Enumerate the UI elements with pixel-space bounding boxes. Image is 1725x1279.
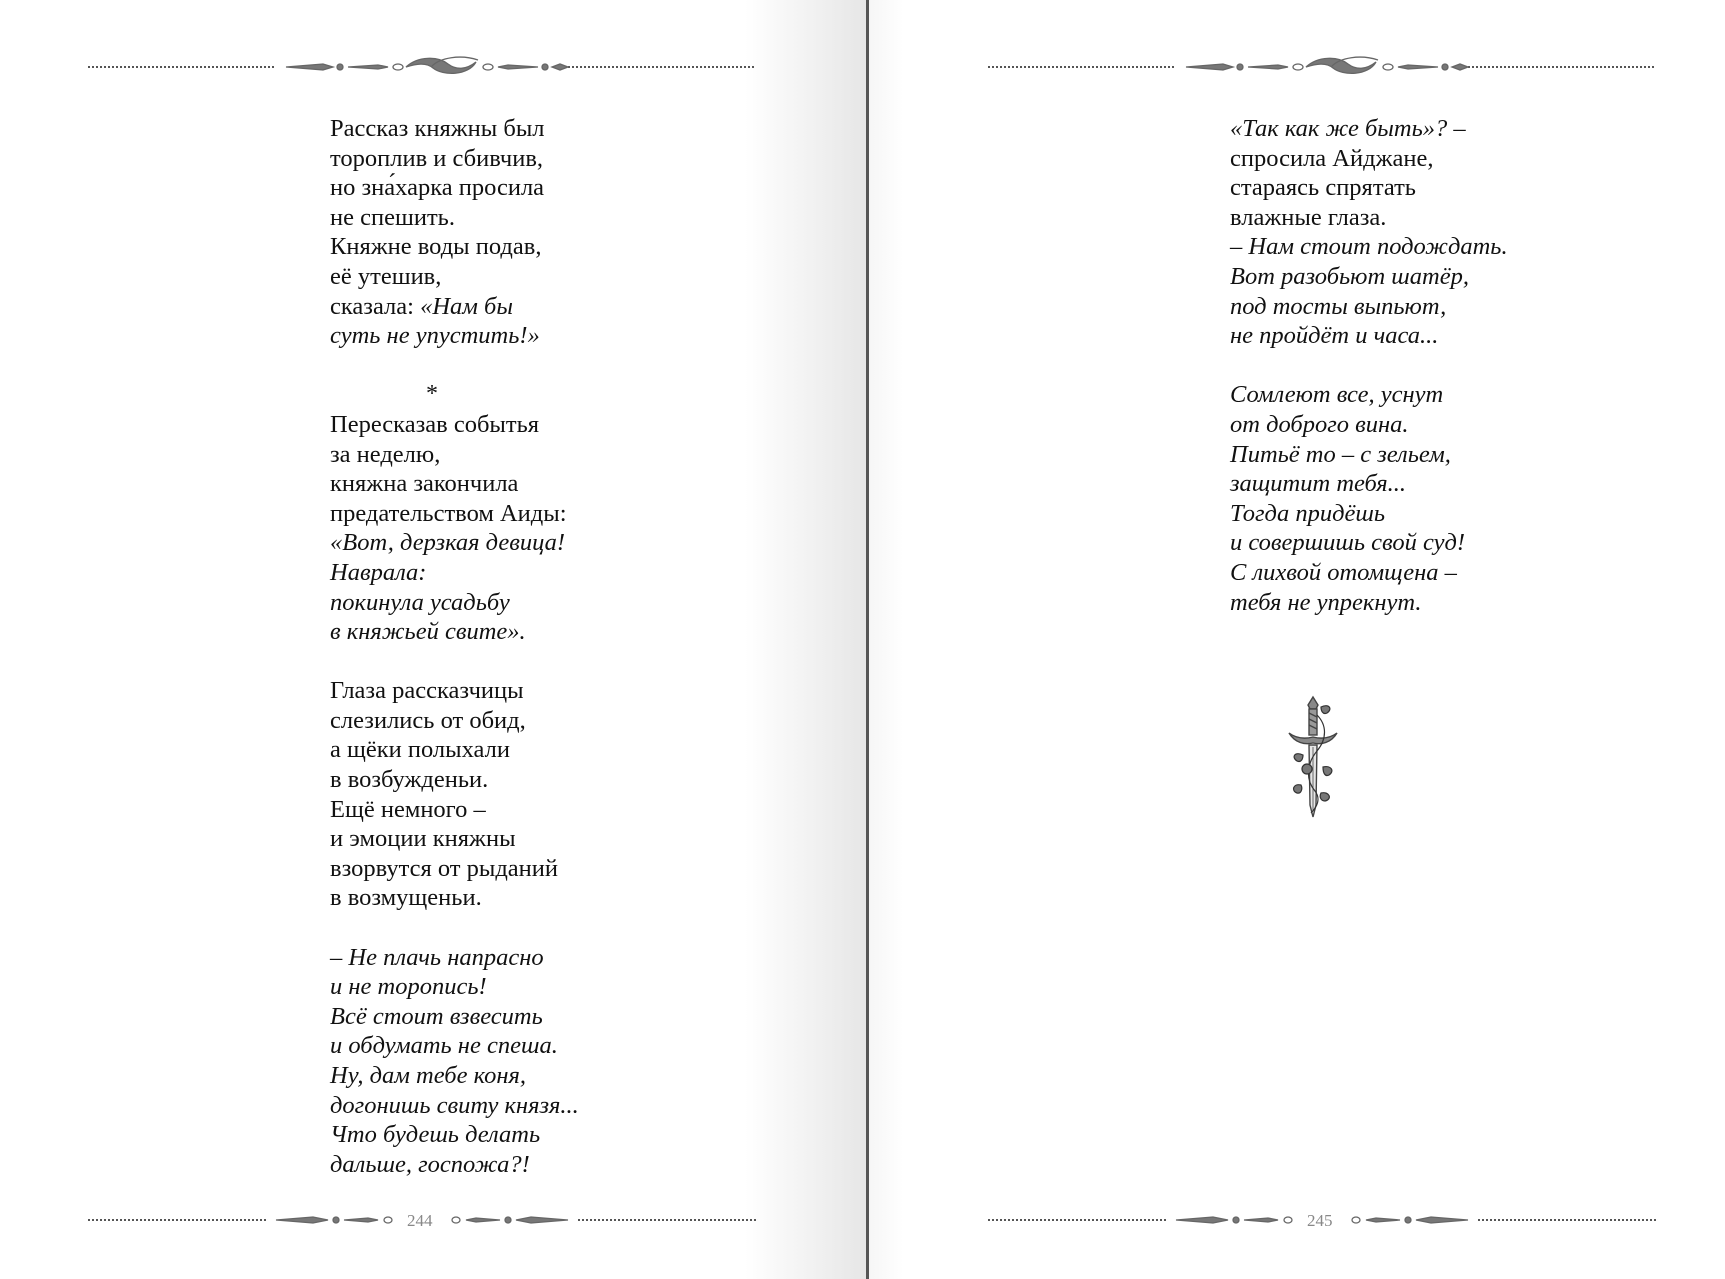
- poem-line: [330, 440, 579, 470]
- poem-line: [1230, 232, 1508, 262]
- poem-line-text: под тосты выпьют,: [1230, 292, 1447, 320]
- poem-line-text: в возбужденьи.: [330, 766, 489, 794]
- poem-line: [330, 528, 579, 558]
- poem-line-text: Глаза рассказчицы: [330, 677, 524, 705]
- poem-line-text: – Нам стоит подождать.: [1230, 233, 1508, 261]
- scroll-flourish-icon: [88, 52, 756, 82]
- poem-line: [330, 1031, 579, 1061]
- poem-line: [330, 617, 579, 647]
- poem-line-text: но зна́харка просила: [330, 174, 545, 202]
- poem-line: [330, 676, 579, 706]
- poem-line-text: тороплив и сбивчив,: [330, 144, 544, 172]
- stanza-gap: [330, 913, 579, 943]
- poem-line-text: не спешить.: [330, 203, 455, 231]
- scroll-flourish-icon: [988, 52, 1656, 82]
- poem-line: [330, 1091, 579, 1121]
- left-header-ornament: [88, 52, 756, 82]
- page-number-245: 245: [1307, 1211, 1333, 1230]
- poem-line: [330, 1002, 579, 1032]
- poem-line: [1230, 558, 1508, 588]
- poem-line-text: догонишь свиту князя...: [330, 1091, 579, 1119]
- poem-line-text: взорвутся от рыданий: [330, 854, 559, 882]
- poem-line: [330, 588, 579, 618]
- poem-line: [1230, 173, 1508, 203]
- poem-line-text: за неделю,: [330, 440, 441, 468]
- poem-line: [330, 173, 579, 203]
- poem-line-text: Пересказав событья: [330, 410, 540, 438]
- poem-line-text: Рассказ княжны был: [330, 115, 545, 142]
- poem-line: [330, 203, 579, 233]
- poem-line-text: и совершишь свой суд!: [1230, 529, 1466, 557]
- poem-line: [330, 469, 579, 499]
- poem-line: [330, 262, 579, 292]
- poem-line-text: не пройдёт и часа...: [1230, 322, 1439, 350]
- poem-line: [330, 883, 579, 913]
- poem-line-text: Княжне воды подав,: [330, 233, 542, 261]
- poem-line-text: стараясь спрятать: [1230, 174, 1416, 202]
- poem-line-text: покинула усадьбу: [330, 588, 510, 616]
- poem-line: [330, 558, 579, 588]
- poem-line-text: слезились от обид,: [330, 706, 526, 734]
- poem-line: [330, 795, 579, 825]
- dagger-vignette: [1283, 695, 1343, 820]
- poem-line-text: влажные глаза.: [1230, 203, 1387, 231]
- poem-line-text: Тогда придёшь: [1230, 499, 1385, 527]
- poem-line-text: Всё стоит взвесить: [330, 1002, 543, 1030]
- poem-line: [1230, 410, 1508, 440]
- poem-line: [330, 292, 579, 322]
- poem-line: [1230, 380, 1508, 410]
- poem-line-text: а щёки полыхали: [330, 736, 510, 764]
- poem-line: [1230, 262, 1508, 292]
- poem-line-text: «Вот, дерзкая девица!: [330, 529, 566, 557]
- poem-line-text: – Не плачь напрасно: [330, 943, 544, 971]
- poem-line: [1230, 440, 1508, 470]
- poem-line: [330, 943, 579, 973]
- poem-line-text: в княжьей свите».: [330, 618, 526, 646]
- poem-line: [1230, 144, 1508, 174]
- poem-line-text: и эмоции княжны: [330, 825, 516, 853]
- poem-line-text: С лихвой отомщена –: [1230, 558, 1457, 586]
- poem-line: [330, 1061, 579, 1091]
- stanza-gap: [330, 647, 579, 677]
- poem-line-text: предательством Аиды:: [330, 499, 567, 527]
- poem-line: [1230, 292, 1508, 322]
- poem-line-text: Питьё то – с зельем,: [1230, 440, 1451, 468]
- poem-line-text: суть не упустить!»: [330, 322, 540, 350]
- poem-line: [330, 499, 579, 529]
- poem-line-text: Наврала:: [330, 558, 427, 586]
- poem-line: [1230, 321, 1508, 351]
- dagger-with-rose-icon: [1283, 695, 1343, 820]
- poem-line-text: и обдумать не спеша.: [330, 1032, 558, 1060]
- poem-line: [1230, 469, 1508, 499]
- poem-line-text: Что будешь делать: [330, 1121, 541, 1149]
- poem-line-text: Вот разобьют шатёр,: [1230, 262, 1469, 290]
- poem-line-text: спросила Айджане,: [1230, 144, 1434, 172]
- poem-line: [330, 854, 579, 884]
- poem-line-text: её утешив,: [330, 262, 442, 290]
- poem-line: [330, 114, 579, 144]
- poem-line-text: «Так как же быть»?: [1230, 115, 1448, 142]
- stanza-gap: [330, 351, 579, 381]
- section-separator: *: [426, 381, 438, 408]
- poem-line-text: Ещё немного –: [330, 795, 486, 823]
- poem-line: [330, 972, 579, 1002]
- poem-line: [330, 824, 579, 854]
- poem-line-text: Ну, дам тебе коня,: [330, 1062, 527, 1089]
- poem-line: [330, 410, 579, 440]
- poem-line: [330, 144, 579, 174]
- poem-line: [330, 232, 579, 262]
- poem-line-text: «Нам бы: [420, 292, 513, 320]
- right-header-ornament: [988, 52, 1656, 82]
- poem-line: [1230, 499, 1508, 529]
- poem-line: [1230, 203, 1508, 233]
- poem-line: [1230, 528, 1508, 558]
- poem-line-text: княжна закончила: [330, 470, 519, 498]
- poem-line: [330, 765, 579, 795]
- poem-line: [330, 1150, 579, 1180]
- poem-line: [330, 706, 579, 736]
- stanza-gap: [1230, 351, 1508, 381]
- poem-line: [1230, 588, 1508, 618]
- poem-line-text: и не торопись!: [330, 973, 487, 1001]
- poem-line-text: дальше, госпожа?!: [330, 1150, 530, 1178]
- poem-line-text: в возмущеньи.: [330, 884, 482, 912]
- poem-line-text: Сомлеют все, уснут: [1230, 381, 1444, 409]
- right-page-text: [1230, 114, 1508, 617]
- poem-line-text: тебя не упрекнут.: [1230, 588, 1422, 616]
- poem-line: [1230, 114, 1508, 144]
- poem-line-text: защитит тебя...: [1230, 470, 1407, 498]
- poem-line-text: сказала:: [330, 292, 421, 320]
- poem-line: [330, 1120, 579, 1150]
- poem-line-text: –: [1447, 115, 1466, 142]
- page-number-244: 244: [407, 1211, 433, 1230]
- poem-line: [330, 321, 579, 351]
- poem-line: [330, 735, 579, 765]
- left-page-text: [330, 114, 579, 1179]
- poem-line-text: от доброго вина.: [1230, 410, 1409, 438]
